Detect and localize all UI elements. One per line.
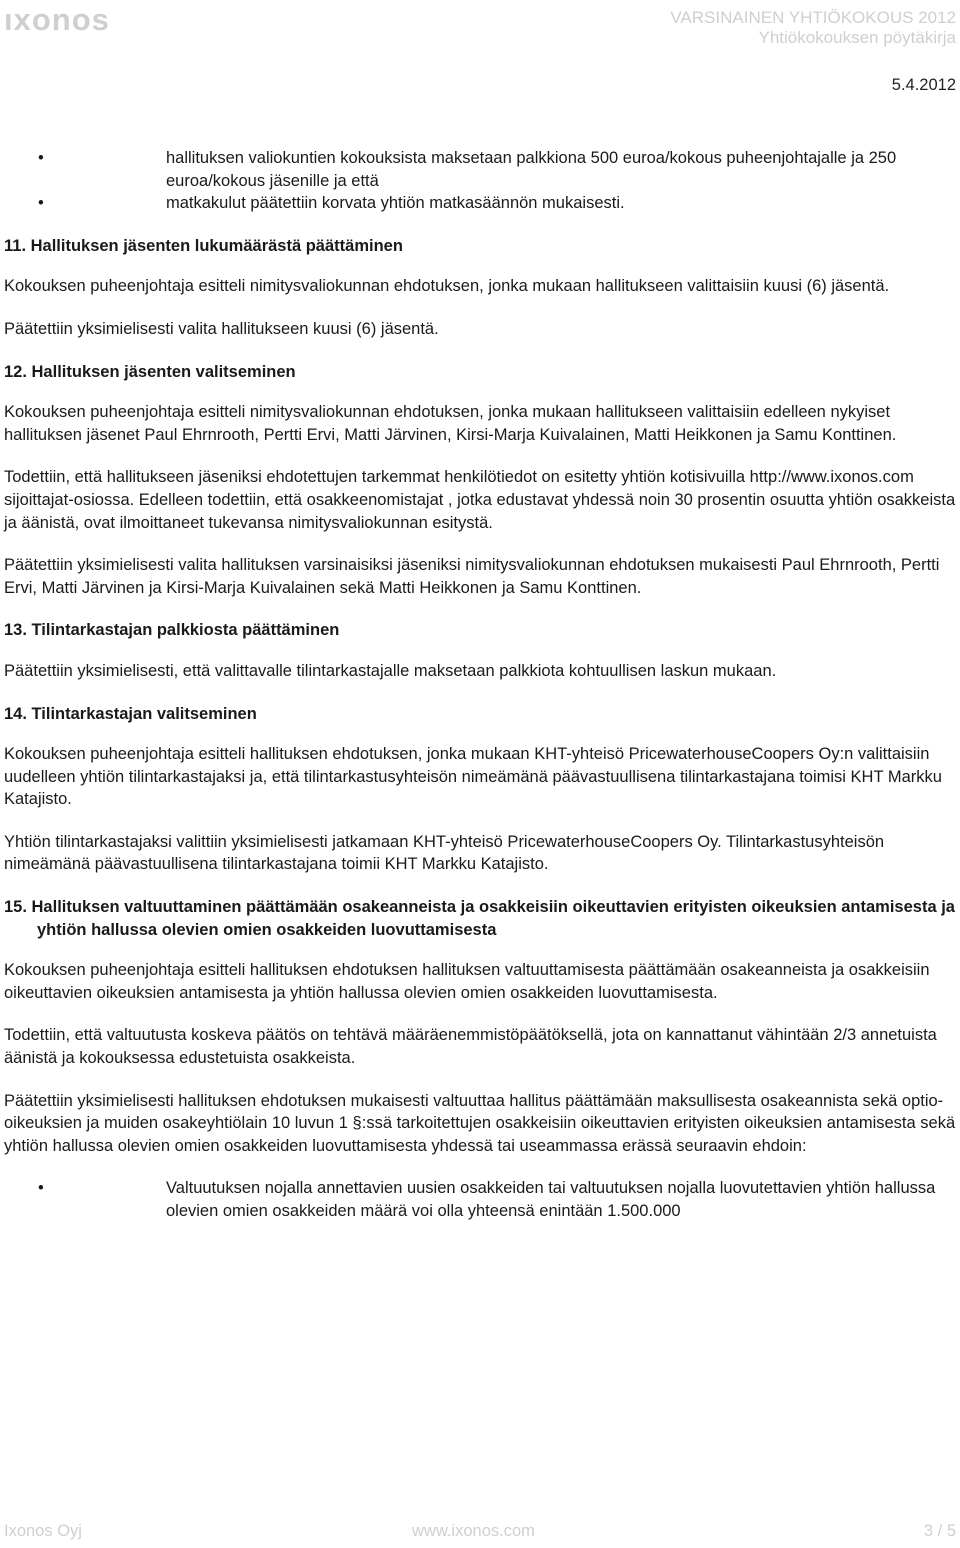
paragraph: Päätettiin yksimielisesti hallituksen ehdotuksen mukaisesti valtuuttaa hallitus päättämään maksullisesta osakeannista sekä optio-oikeuksien ja muiden osakeyhtiölain 10 luvun 1 §:ssä tarkoitettujen osakkeisiin oikeuttavien erityisten oikeuksien antamisesta sekä yhtiön hallussa olevien omien osakkeiden luovuttamisesta yhdessä tai useammassa erässä seuraavin ehdoin: — [4, 1091, 956, 1155]
list-item: • hallituksen valiokuntien kokouksista maksetaan palkkiona 500 euroa/kokous puheenjohtajalle ja 250 euroa/kokous jäsenille ja että — [38, 149, 897, 190]
section-heading-14: 14. Tilintarkastajan valitseminen — [4, 704, 257, 723]
bullet-list-conditions — [4, 1177, 956, 1222]
document-header — [670, 8, 956, 48]
document-body — [4, 147, 956, 1243]
meeting-date: 5.4.2012 — [891, 76, 956, 94]
section-heading-11: 11. Hallituksen jäsenten lukumäärästä päättäminen — [4, 236, 403, 255]
section-heading-15: 15. Hallituksen valtuuttaminen päättämään osakeanneista ja osakkeisiin oikeuttavien erityisten oikeuksien antamisesta ja yhtiön hallussa olevien omien osakkeiden luovuttamisesta — [4, 898, 955, 939]
document-type: Yhtiökokouksen pöytäkirja — [758, 28, 956, 47]
paragraph: Yhtiön tilintarkastajaksi valittiin yksimielisesti jatkamaan KHT-yhteisö PricewaterhouseCoopers Oy. Tilintarkastusyhteisön nimeämänä päävastuullisena tilintarkastajana toimii KHT Markku Katajisto. — [4, 832, 885, 874]
bullet-icon: • — [38, 194, 44, 213]
paragraph: Kokouksen puheenjohtaja esitteli hallituksen ehdotuksen hallituksen valtuuttamisesta päättämään osakeanneista ja osakkeisiin oikeuttavien oikeuksien antamisesta ja yhtiön hallussa olevien omien osakkeiden luovuttamisesta. — [4, 961, 930, 1002]
list-item: • matkakulut päätettiin korvata yhtiön matkasäännön mukaisesti. — [4, 192, 956, 215]
footer-company: Ixonos Oyj — [4, 1522, 82, 1540]
paragraph: Päätettiin yksimielisesti valita hallituksen varsinaisiksi jäseniksi nimitysvaliokunnan ehdotuksen mukaisesti Paul Ehrnrooth, Pertti Ervi, Matti Järvinen ja Kirsi-Marja Kuivalainen sekä Matti Heikkonen ja Samu Konttinen. — [4, 556, 940, 597]
footer-page-number: 3 / 5 — [923, 1522, 956, 1540]
company-logo: ıxonos — [4, 2, 110, 37]
paragraph: Päätettiin yksimielisesti, että valittavalle tilintarkastajalle maksetaan palkkiota kohtuullisen laskun mukaan. — [4, 661, 777, 680]
list-item: • Valtuutuksen nojalla annettavien uusien osakkeiden tai valtuutuksen nojalla luovutettavien yhtiön hallussa olevien omien osakkeiden määrä voi olla yhteensä enintään 1.500.000 — [38, 1179, 936, 1220]
footer-website: www.ixonos.com — [412, 1522, 535, 1540]
section-heading-13: 13. Tilintarkastajan palkkiosta päättäminen — [4, 621, 340, 640]
section-heading-12: 12. Hallituksen jäsenten valitseminen — [4, 362, 296, 381]
bullet-icon: • — [38, 149, 44, 167]
paragraph: Päätettiin yksimielisesti valita hallitukseen kuusi (6) jäsentä. — [4, 319, 439, 338]
paragraph: Kokouksen puheenjohtaja esitteli nimitysvaliokunnan ehdotuksen, jonka mukaan hallitukseen valittaisiin kuusi (6) jäsentä. — [4, 277, 890, 296]
bullet-list-fees — [4, 147, 956, 215]
paragraph: Kokouksen puheenjohtaja esitteli nimitysvaliokunnan ehdotuksen, jonka mukaan hallitukseen valittaisiin edelleen nykyiset hallituksen jäsenet Paul Ehrnrooth, Pertti Ervi, Matti Järvinen, Kirsi-Marja Kuivalainen, Matti Heikkonen ja Samu Konttinen. — [4, 403, 897, 444]
paragraph: Todettiin, että valtuutusta koskeva päätös on tehtävä määräenemmistöpäätöksellä, jota on kannattanut vähintään 2/3 annetuista äänistä ja kokouksessa edustetuista osakkeista. — [4, 1026, 937, 1068]
paragraph: Kokouksen puheenjohtaja esitteli hallituksen ehdotuksen, jonka mukaan KHT-yhteisö PricewaterhouseCoopers Oy:n valittaisiin uudelleen yhtiön tilintarkastajaksi ja, että tilintarkastusyhteisön nimeämänä päävastuullisena tilintarkastajana toimisi KHT Markku Katajisto. — [4, 745, 942, 809]
meeting-title: VARSINAINEN YHTIÖKOKOUS 2012 — [670, 8, 956, 27]
paragraph: Todettiin, että hallitukseen jäseniksi ehdotettujen tarkemmat henkilötiedot on esitetty yhtiön kotisivuilla http://www.ixonos.com sijoittajat-osiossa. Edelleen todettiin, että osakkeenomistajat , jotka edustavat yhdessä noin 30 prosentin osuutta yhtiön osakkeista ja äänistä, ovat ilmoittaneet tukevansa nimitysvaliokunnan esitystä. — [4, 468, 956, 532]
bullet-icon: • — [38, 1179, 44, 1198]
